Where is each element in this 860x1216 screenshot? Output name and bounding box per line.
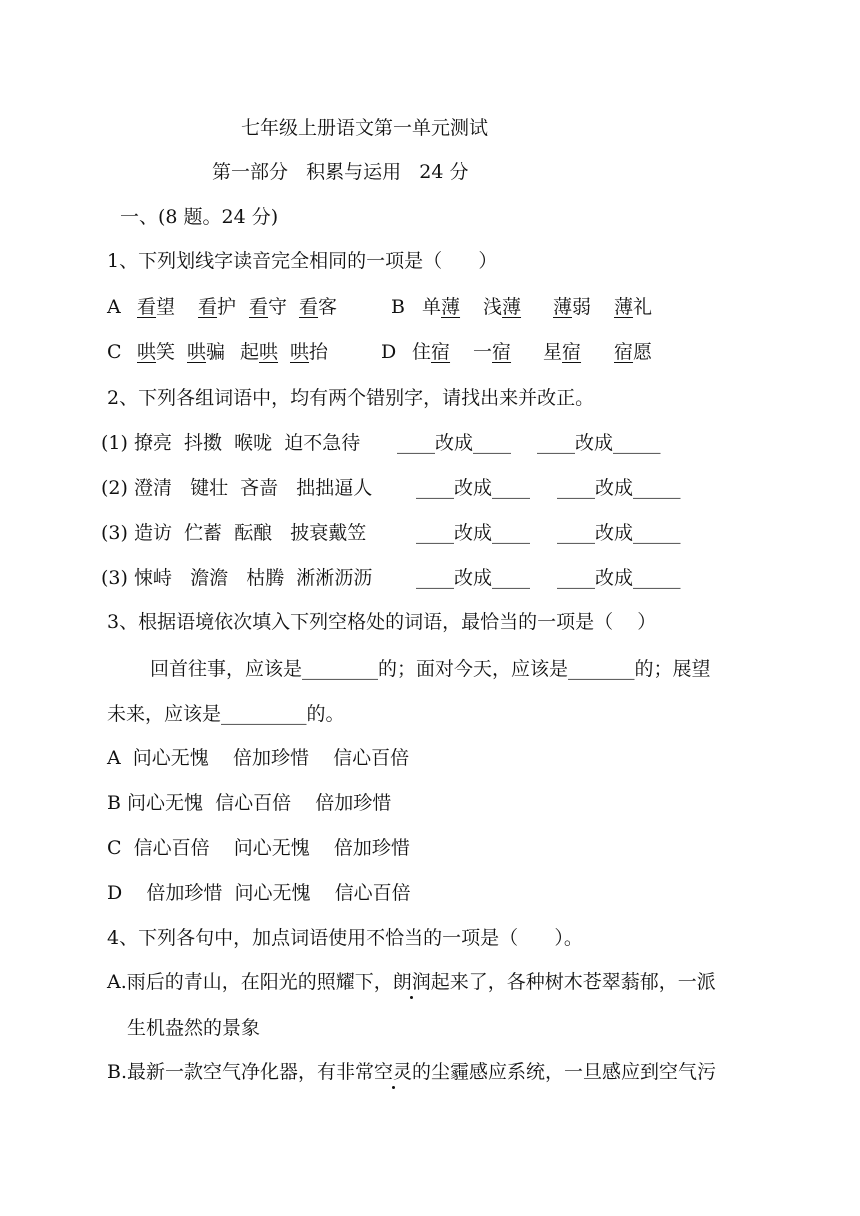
q3-option-c: C 信心百倍 问心无愧 倍加珍惜 [107,837,410,859]
q2-row-correction: ____改成_____ [557,477,681,499]
dotted-word: 空灵 [374,1061,413,1083]
q2-row-correction: ____改成_____ [537,432,661,454]
q1-option-d-label: D [381,341,397,363]
q1-option-d-word: 一宿 [473,341,512,363]
q2-row-correction: ____改成____ [397,432,512,454]
q2-row-words: (3) 造访 伫蓄 酝酿 披衰戴笠 [101,522,367,544]
section-header: 一、(8 题。24 分) [120,206,279,228]
question-1-stem: 1、下列划线字读音完全相同的一项是（ ） [107,250,498,272]
q2-row-correction: ____改成____ [416,522,531,544]
q1-option-b-word: 薄弱 [553,296,592,318]
q1-option-d-word: 星宿 [543,341,582,363]
q1-option-a-word: 看守 [249,296,288,318]
q1-option-c-word: 哄笑 [137,341,176,363]
q2-row-words: (3) 悚峙 澹澹 枯腾 淅淅沥沥 [101,567,373,589]
q4-option-a-continued: 生机盎然的景象 [127,1017,261,1039]
q4-option-b: B.最新一款空气净化器，有非常空灵的尘霾感应系统，一旦感应到空气污 [107,1061,717,1083]
q2-row-correction: ____改成_____ [557,567,681,589]
question-3-stem: 3、根据语境依次填入下列空格处的词语，最恰当的一项是（ ） [107,611,657,633]
q2-row-words: (2) 澄清 键壮 吝啬 拙拙逼人 [101,477,373,499]
question-2-stem: 2、下列各组词语中，均有两个错别字，请找出来并改正。 [107,387,595,409]
dotted-word: 朗润 [392,971,431,993]
q2-row-correction: ____改成_____ [557,522,681,544]
q1-option-b-word: 单薄 [422,296,461,318]
q3-passage-line: 回首往事，应该是________的；面对今天，应该是_______的；展望 [150,658,711,680]
q1-option-a-word: 看望 [137,296,176,318]
q1-option-c-word: 起哄 [240,341,279,363]
q3-option-b: B 问心无愧 信心百倍 倍加珍惜 [107,792,392,814]
q3-passage-line: 未来，应该是_________的。 [107,703,345,725]
q1-option-b-label: B [391,296,405,318]
q1-option-d-word: 住宿 [412,341,451,363]
q1-option-c-word: 哄抬 [290,341,329,363]
q2-row-correction: ____改成____ [416,567,531,589]
q2-row-words: (1) 撩亮 抖擞 喉咙 迫不急待 [101,432,361,454]
q1-option-b-word: 浅薄 [483,296,522,318]
question-4-stem: 4、下列各句中，加点词语使用不恰当的一项是（ ）。 [107,927,583,949]
q1-option-a-label: A [107,296,121,318]
q4-option-a: A.雨后的青山，在阳光的照耀下，朗润起来了，各种树木苍翠蓊郁，一派 [107,971,716,993]
q3-option-d: D 倍加珍惜 问心无愧 信心百倍 [107,882,411,904]
part-header: 第一部分 积累与运用 24 分 [212,161,469,183]
q3-option-a: A 问心无愧 倍加珍惜 信心百倍 [107,747,410,769]
q1-option-a-word: 看护 [198,296,237,318]
q1-option-b-word: 薄礼 [614,296,653,318]
page-title: 七年级上册语文第一单元测试 [241,117,489,139]
q1-option-d-word: 宿愿 [614,341,653,363]
q2-row-correction: ____改成____ [416,477,531,499]
q1-option-c-label: C [107,341,122,363]
q1-option-a-word: 看客 [299,296,338,318]
q1-option-c-word: 哄骗 [187,341,226,363]
